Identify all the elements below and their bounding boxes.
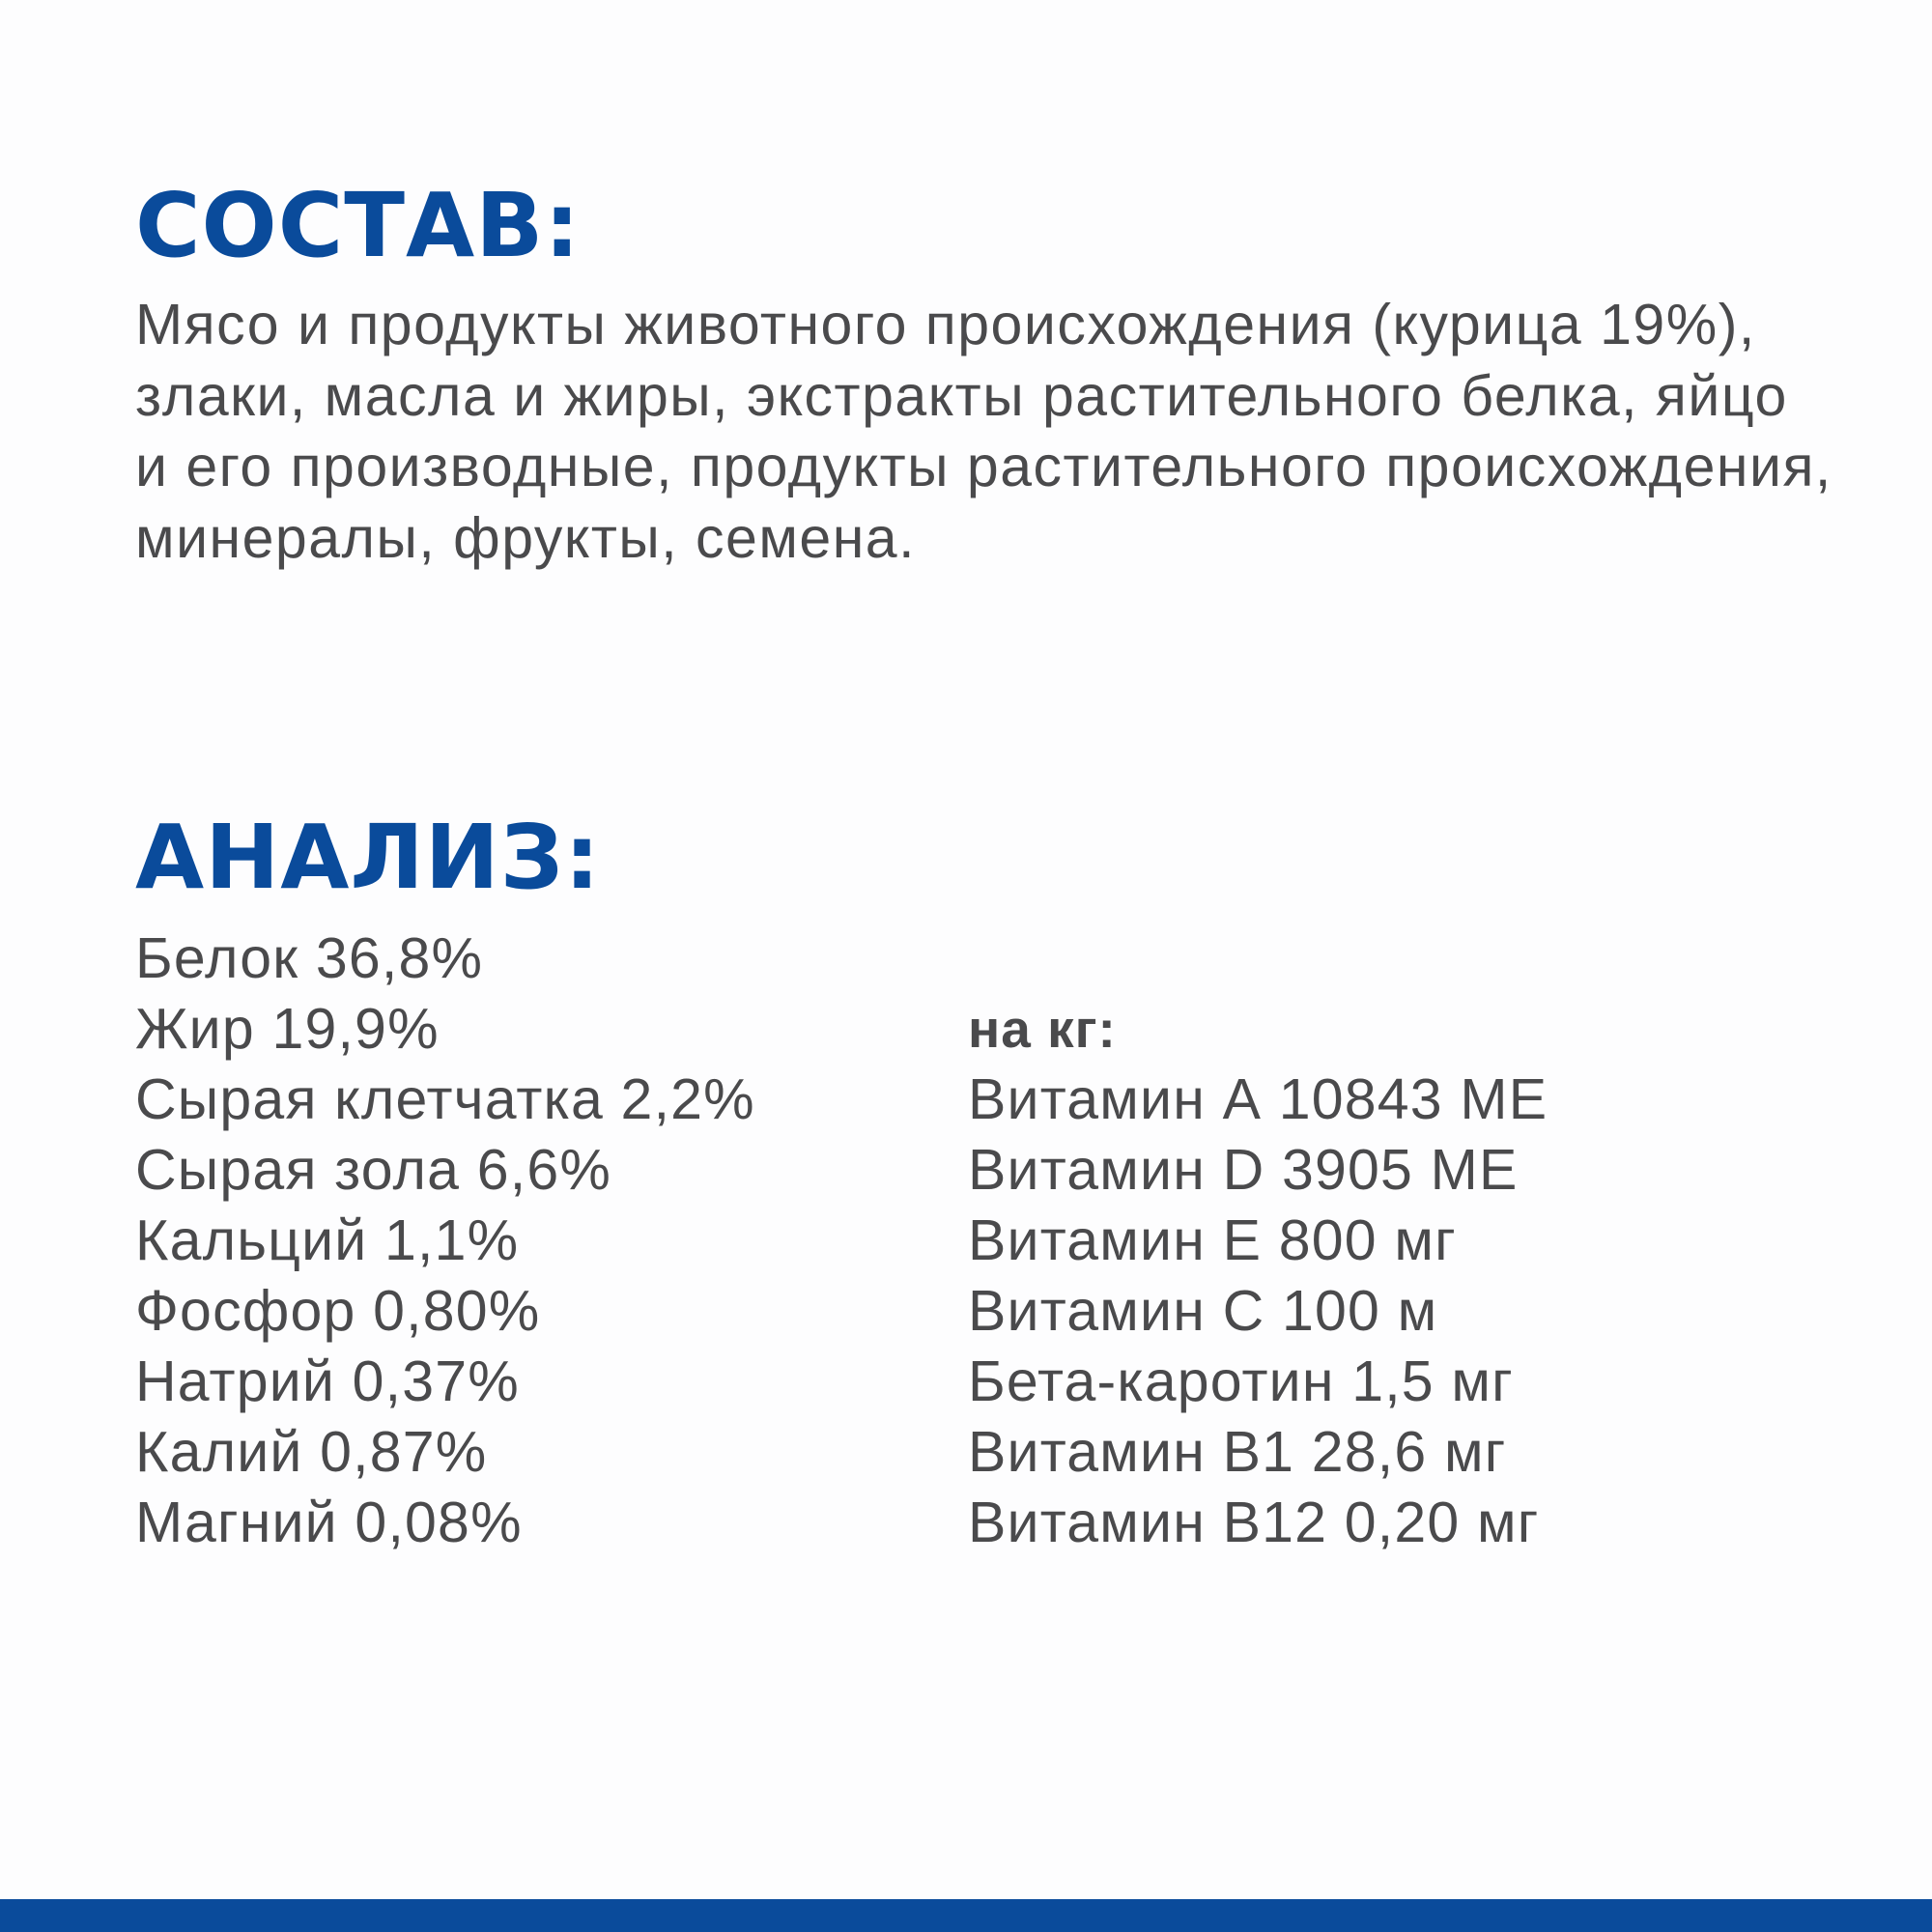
vitamin-item-beta-carotene: Бета-каротин 1,5 мг: [968, 1350, 1514, 1413]
vitamin-item-b12: Витамин B12 0,20 мг: [968, 1491, 1540, 1554]
analysis-item-crude-fiber: Сырая клетчатка 2,2%: [135, 1067, 755, 1131]
analysis-heading: АНАЛИЗ:: [135, 806, 601, 909]
composition-heading: СОСТАВ:: [135, 174, 582, 277]
analysis-item-calcium: Кальций 1,1%: [135, 1208, 520, 1272]
vitamin-item-b1: Витамин B1 28,6 мг: [968, 1420, 1507, 1484]
per-kg-label: на кг:: [968, 999, 1117, 1059]
analysis-item-fat: Жир 19,9%: [135, 997, 440, 1061]
analysis-list: [135, 923, 755, 1558]
vitamin-item-e: Витамин Е 800 мг: [968, 1208, 1457, 1272]
analysis-item-protein: Белок 36,8%: [135, 926, 484, 990]
analysis-item-potassium: Калий 0,87%: [135, 1420, 488, 1484]
analysis-item-sodium: Натрий 0,37%: [135, 1350, 520, 1413]
analysis-item-phosphorus: Фосфор 0,80%: [135, 1279, 541, 1343]
analysis-item-magnesium: Магний 0,08%: [135, 1491, 523, 1554]
vitamin-item-c: Витамин С 100 м: [968, 1279, 1438, 1343]
vitamin-item-d: Витамин D 3905 МЕ: [968, 1138, 1519, 1202]
composition-text: Мясо и продукты животного происхождения (курица 19%), злаки, масла и жиры, экстракты растительного белка, яйцо и его производные, продукты растительного происхождения, минералы, фрукты, семена.: [135, 293, 1833, 570]
vitamin-item-a: Витамин А 10843 МЕ: [968, 1067, 1548, 1131]
bottom-accent-bar: [0, 1899, 1932, 1932]
analysis-item-crude-ash: Сырая зола 6,6%: [135, 1138, 611, 1202]
vitamin-list: [968, 994, 1548, 1558]
